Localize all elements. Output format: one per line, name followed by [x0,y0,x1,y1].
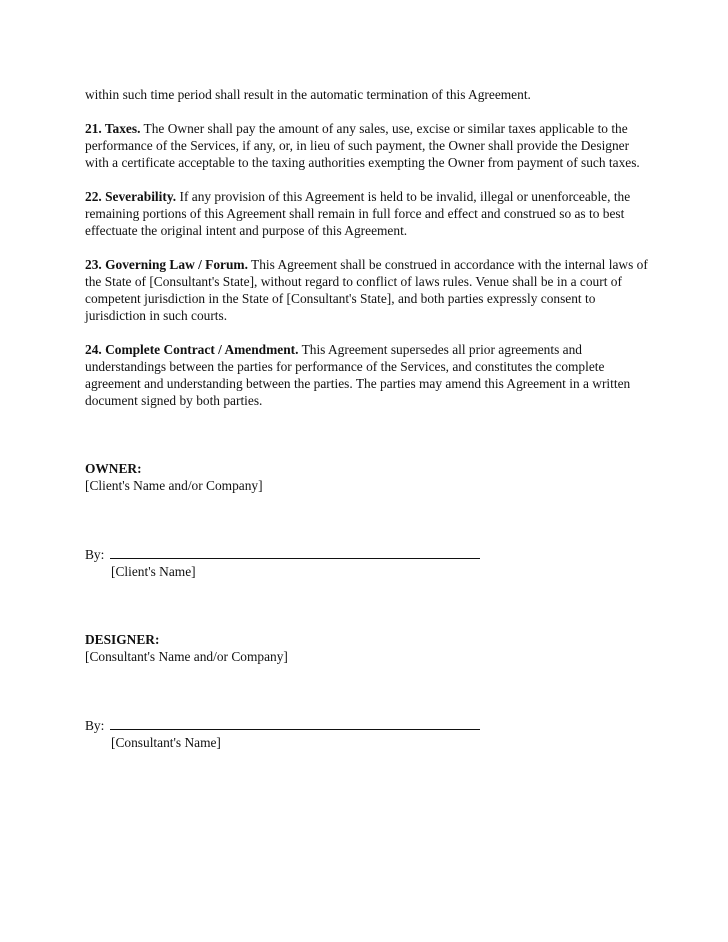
owner-label: OWNER: [85,461,142,476]
section-body: The Owner shall pay the amount of any sales, use, excise or similar taxes applicable to the performance of the Services, if any, or, in lieu of such payment, the Owner shall provide the Designer with a certificate acceptable to the taxing authorities exempting the Owner from payment of such taxes. [85,121,640,170]
section-heading: 22. Severability. [85,189,177,204]
section-body: This Agreement shall be construed in accordance with the internal laws of the State of [Consultant's State], without regard to conflict of laws rules. Venue shall be in a court of competent jurisdiction in the State of [Consultant's State], and both parties expressly consent to jurisdiction in such courts. [85,257,648,323]
owner-signature-block [85,460,650,580]
section-body: If any provision of this Agreement is held to be invalid, illegal or unenforceable, the remaining portions of this Agreement shall remain in full force and effect and construed so as to best effectuate the original intent and purpose of this Agreement. [85,189,631,238]
document-body [85,86,650,751]
by-label: By: [85,547,105,562]
owner-company: [Client's Name and/or Company] [85,478,263,493]
designer-company: [Consultant's Name and/or Company] [85,649,288,664]
signature-rule [110,545,480,559]
section-23-governing-law [85,256,650,324]
by-label: By: [85,718,105,733]
section-21-taxes [85,120,650,171]
section-heading: 21. Taxes. [85,121,141,136]
section-22-severability [85,188,650,239]
section-heading: 24. Complete Contract / Amendment. [85,342,299,357]
section-24-complete-contract [85,341,650,409]
owner-signature-line [85,545,650,563]
designer-signature-block [85,631,650,751]
section-heading: 23. Governing Law / Forum. [85,257,248,272]
designer-signature-line [85,716,650,734]
owner-signer-name: [Client's Name] [111,564,196,579]
designer-signer-name: [Consultant's Name] [111,735,221,750]
intro-line: within such time period shall result in the automatic termination of this Agreement. [85,87,531,102]
section-body: This Agreement supersedes all prior agreements and understandings between the parties for performance of the Services, and constitutes the complete agreement and understanding between the parties. The parties may amend this Agreement in a written document signed by both parties. [85,342,631,408]
signature-rule [110,716,480,730]
designer-label: DESIGNER: [85,632,160,647]
